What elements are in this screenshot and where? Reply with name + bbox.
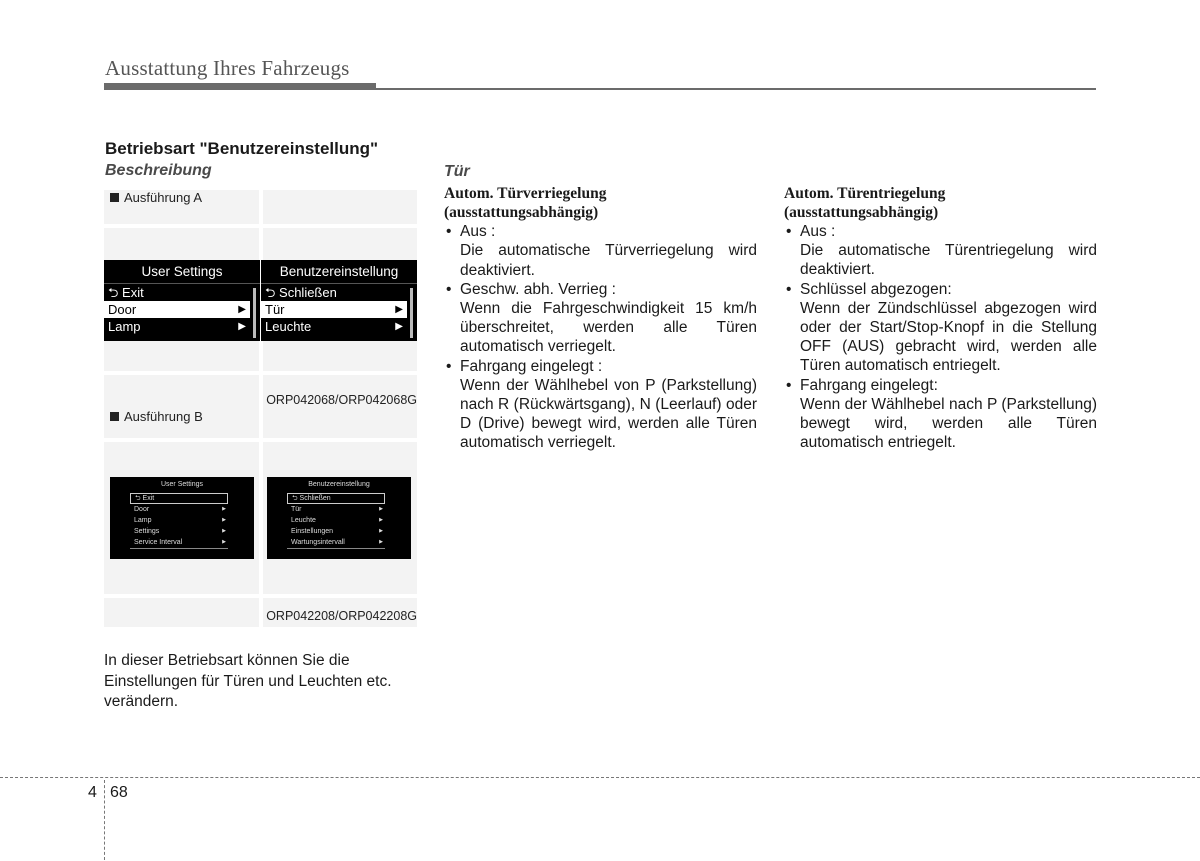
footer-rule: [0, 777, 1200, 778]
chevron-right-icon: ▶: [379, 528, 383, 534]
option-geschw-text: Wenn die Fahrgeschwindigkeit 15 km/h überschreitet, werden alle Türen automatisch verriegelt.: [460, 300, 757, 356]
header-rule: [104, 88, 1096, 90]
chevron-right-icon: ▶: [222, 539, 226, 545]
menu-item-lamp: Lamp ▶: [134, 517, 226, 524]
menu-benutzereinstellung: [261, 260, 417, 341]
chevron-right-icon: ▶: [395, 321, 403, 332]
menu-item-leuchte: Leuchte ▶: [291, 517, 383, 524]
scrollbar: [253, 288, 256, 338]
menu-title: Benutzereinstellung: [308, 481, 370, 488]
menu-item-lamp: Lamp ▶: [108, 319, 246, 334]
menu-item-wartungsintervall: Wartungsintervall ▶: [287, 537, 385, 549]
menu-item-door: Door ▶: [134, 506, 226, 513]
option-aus: • Aus :: [444, 222, 757, 241]
chevron-right-icon: ▶: [379, 517, 383, 523]
feature-availability: (ausstattungsabhängig): [784, 204, 939, 221]
menu-title: Benutzereinstellung: [261, 260, 417, 284]
option-geschw: • Geschw. abh. Verrieg :: [444, 280, 757, 299]
figure-band: [104, 438, 417, 442]
topic-heading: Tür: [444, 163, 470, 180]
scrollbar: [410, 288, 413, 338]
menu-item-einstellungen: Einstellungen ▶: [291, 528, 383, 535]
menu-item-door: Door ▶: [104, 301, 250, 318]
chevron-right-icon: ▶: [222, 528, 226, 534]
figure-b-code: ORP042208/ORP042208G: [266, 609, 417, 623]
menu-user-settings-b: [110, 477, 254, 559]
chevron-right-icon: ▶: [222, 517, 226, 523]
menu-item-service-interval: Service Interval ▶: [130, 537, 228, 549]
option-fahrgang-text: Wenn der Wählhebel nach P (Parkstellung) bewegt wird, werden alle Türen automatisch entriegelt.: [800, 395, 1097, 452]
feature-title: Autom. Türverriegelung: [444, 185, 607, 203]
figure-band: [104, 594, 417, 598]
menu-item-tuer: Tür ▶: [291, 506, 383, 513]
option-fahrgang: • Fahrgang eingelegt:: [784, 376, 1097, 395]
header-title: Ausstattung Ihres Fahrzeugs: [105, 56, 350, 80]
option-fahrgang: • Fahrgang eingelegt :: [444, 357, 757, 376]
menu-item-exit: ⮌ Exit: [130, 493, 228, 504]
menu-benutzereinstellung-b: [267, 477, 411, 559]
menu-item-tuer: Tür ▶: [261, 301, 407, 318]
option-schluessel-text: Wenn der Zündschlüssel abgezogen wird oder der Start/Stop-Knopf in die Stellung OFF (AUS) gebracht wird, werden alle Türen automatisch entriegelt.: [800, 299, 1097, 375]
option-aus: • Aus :: [784, 222, 1097, 241]
option-aus-text: Die automatische Türentriegelung wird deaktiviert.: [800, 242, 1097, 279]
chevron-right-icon: ▶: [379, 539, 383, 545]
option-fahrgang-text: Wenn der Wählhebel von P (Parkstellung) nach R (Rückwärtsgang), N (Leerlauf) oder D (Drive) bewegt wird, werden alle Türen automatisch verriegelt.: [460, 376, 757, 452]
option-aus-text: Die automatische Türverriegelung wird deaktiviert.: [460, 242, 757, 279]
chevron-right-icon: ▶: [238, 321, 246, 332]
section-subtitle: Beschreibung: [105, 162, 212, 179]
menu-item-leuchte: Leuchte ▶: [265, 319, 403, 334]
column-verriegelung: [444, 162, 757, 453]
figure-band: [104, 224, 417, 228]
feature-availability: (ausstattungsabhängig): [444, 204, 599, 222]
figure-band: [104, 371, 417, 375]
section-title: Betriebsart "Benutzereinstellung": [105, 139, 379, 158]
chevron-right-icon: ▶: [395, 304, 403, 315]
menu-user-settings: [104, 260, 260, 341]
page-number: 68: [110, 784, 128, 801]
option-schluessel: • Schlüssel abgezogen:: [784, 280, 1097, 299]
chevron-right-icon: ▶: [238, 304, 246, 315]
figure-a-label: Ausführung A: [110, 190, 202, 205]
menu-item-exit: ⮌ Exit: [108, 285, 144, 300]
chevron-right-icon: ▶: [222, 506, 226, 512]
chapter-number: 4: [88, 784, 97, 801]
menu-item-schliessen: ⮌ Schließen: [265, 285, 337, 300]
menu-item-settings: Settings ▶: [134, 528, 226, 535]
menu-title: User Settings: [104, 260, 260, 284]
column-entriegelung: [784, 184, 1097, 452]
menu-title: User Settings: [160, 481, 204, 488]
feature-title: Autom. Türentriegelung: [784, 185, 946, 202]
chevron-right-icon: ▶: [379, 506, 383, 512]
footer-divider: [104, 780, 105, 860]
description-note: In dieser Betriebsart können Sie die Einstellungen für Türen und Leuchten etc. verändern.: [104, 652, 392, 710]
menu-item-schliessen: ⮌ Schließen: [287, 493, 385, 504]
figure-a-code: ORP042068/ORP042068G: [266, 393, 417, 407]
figure-b-label: Ausführung B: [110, 409, 203, 424]
